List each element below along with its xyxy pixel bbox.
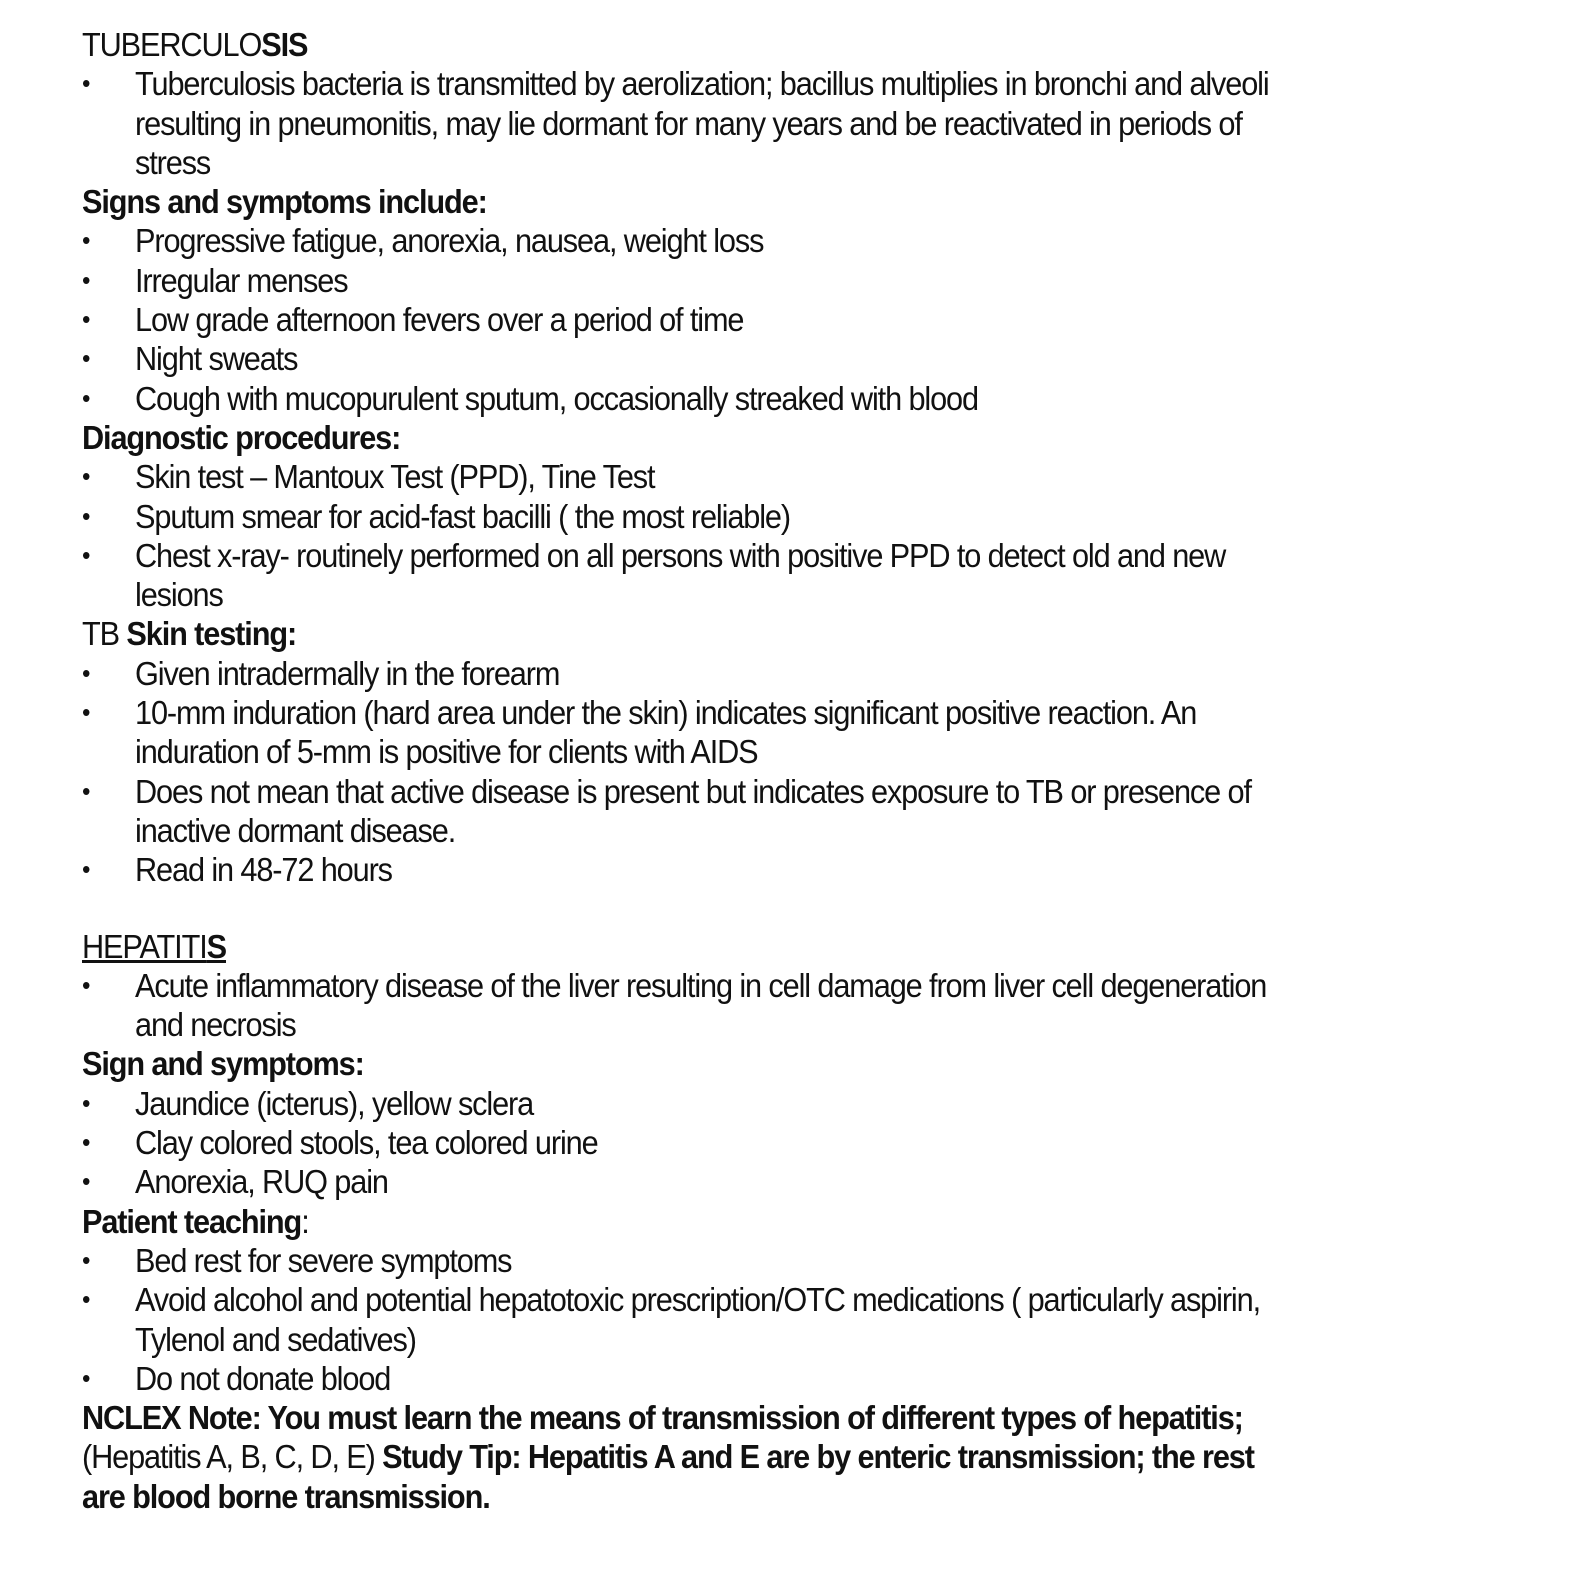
- bullet-icon: •: [82, 264, 90, 295]
- spacer: [82, 890, 1502, 927]
- list-item-line: [82, 457, 1403, 496]
- list-item: [82, 1280, 1502, 1359]
- list-item-line: [82, 104, 1403, 143]
- list-item-line: [82, 339, 1403, 378]
- list-item-text: Chest x-ray- routinely performed on all persons with positive PPD to detect old and new: [135, 536, 1226, 574]
- nclex-note-line: are blood borne transmission.: [82, 1477, 490, 1515]
- list-item: [82, 457, 1502, 496]
- hep-teaching-heading: [82, 1202, 1403, 1241]
- tb-signs-list: [82, 221, 1502, 417]
- list-item-line: [82, 64, 1403, 103]
- bullet-icon: •: [82, 225, 90, 256]
- list-item-text: Low grade afternoon fevers over a period of time: [135, 301, 744, 339]
- list-item-line: [82, 536, 1403, 575]
- list-item: [82, 339, 1502, 378]
- list-item-line: [82, 966, 1403, 1005]
- nclex-note-line: NCLEX Note: You must learn the means of transmission of different types of hepatitis;: [82, 1399, 1243, 1437]
- heading-part: :: [301, 1202, 309, 1240]
- list-item-line: [82, 497, 1403, 536]
- list-item-line: [82, 575, 1403, 614]
- list-item-text: Sputum smear for acid-fast bacilli ( the most reliable): [135, 497, 790, 535]
- list-item-line: [82, 1084, 1403, 1123]
- list-item: [82, 1123, 1502, 1162]
- list-item-line: [82, 1359, 1403, 1398]
- bullet-icon: •: [82, 969, 90, 1000]
- list-item-text: Avoid alcohol and potential hepatotoxic prescription/OTC medications ( particularly aspirin,: [135, 1281, 1261, 1319]
- hep-teaching-list: [82, 1241, 1502, 1398]
- title-part: TUBERCULO: [82, 26, 262, 63]
- bullet-icon: •: [82, 500, 90, 531]
- list-item: [82, 221, 1502, 260]
- list-item: [82, 693, 1502, 772]
- bullet-icon: •: [82, 461, 90, 492]
- list-item-text: Does not mean that active disease is present but indicates exposure to TB or presence of: [135, 772, 1251, 810]
- list-item: [82, 772, 1502, 851]
- list-item-line: [82, 811, 1403, 850]
- bullet-icon: •: [82, 697, 90, 728]
- tb-signs-heading: Signs and symptoms include:: [82, 183, 487, 221]
- list-item: [82, 261, 1502, 300]
- list-item-line: [82, 300, 1403, 339]
- bullet-icon: •: [82, 68, 90, 99]
- nclex-note-line: [82, 1437, 1403, 1476]
- list-item-text: Jaundice (icterus), yellow sclera: [135, 1084, 534, 1122]
- hep-intro-list: [82, 966, 1502, 1045]
- list-item: [82, 654, 1502, 693]
- list-item: [82, 1359, 1502, 1398]
- document: [82, 25, 1502, 1516]
- bullet-icon: •: [82, 304, 90, 335]
- list-item-text: Cough with mucopurulent sputum, occasionally streaked with blood: [135, 379, 978, 417]
- bullet-icon: •: [82, 539, 90, 570]
- hep-signs-heading: Sign and symptoms:: [82, 1045, 364, 1083]
- list-item-line: [82, 1280, 1403, 1319]
- list-item-text: Bed rest for severe symptoms: [135, 1241, 512, 1279]
- list-item-text: and necrosis: [135, 1006, 296, 1044]
- list-item-text: Anorexia, RUQ pain: [135, 1163, 388, 1201]
- tb-diagnostic-heading: Diagnostic procedures:: [82, 418, 401, 456]
- heading-part: TB: [82, 615, 127, 653]
- list-item-line: [82, 379, 1403, 418]
- list-item-text: Irregular menses: [135, 261, 348, 299]
- list-item-text: inactive dormant disease.: [135, 811, 456, 849]
- bullet-icon: •: [82, 657, 90, 688]
- list-item-line: [82, 261, 1403, 300]
- list-item-text: resulting in pneumonitis, may lie dormant for many years and be reactivated in periods of: [135, 104, 1242, 142]
- tb-intro-list: [82, 64, 1502, 182]
- title-part: S: [206, 927, 227, 965]
- list-item-text: 10-mm induration (hard area under the skin) indicates significant positive reaction. An: [135, 694, 1197, 732]
- list-item: [82, 1084, 1502, 1123]
- heading-part: Skin testing:: [126, 615, 297, 653]
- list-item: [82, 536, 1502, 615]
- tb-diagnostic-list: [82, 457, 1502, 614]
- list-item-line: [82, 1005, 1403, 1044]
- list-item-line: [82, 772, 1403, 811]
- list-item-text: Tuberculosis bacteria is transmitted by aerolization; bacillus multiplies in bronchi and alveoli: [135, 65, 1269, 103]
- list-item-line: [82, 221, 1403, 260]
- list-item-line: [82, 693, 1403, 732]
- list-item-text: induration of 5-mm is positive for clients with AIDS: [135, 733, 758, 771]
- list-item-text: Given intradermally in the forearm: [135, 654, 560, 692]
- list-item-text: Read in 48-72 hours: [135, 851, 392, 889]
- list-item-text: stress: [135, 143, 211, 181]
- list-item-text: Night sweats: [135, 340, 298, 378]
- list-item-text: Acute inflammatory disease of the liver resulting in cell damage from liver cell degeneration: [135, 966, 1267, 1004]
- section-title-hepatitis: [82, 927, 1403, 966]
- title-part: SIS: [261, 26, 308, 63]
- section-title-tuberculosis: [82, 25, 1403, 64]
- list-item-line: [82, 654, 1403, 693]
- bullet-icon: •: [82, 1244, 90, 1275]
- list-item: [82, 1162, 1502, 1201]
- list-item-line: [82, 1241, 1403, 1280]
- bullet-icon: •: [82, 382, 90, 413]
- bullet-icon: •: [82, 1127, 90, 1158]
- list-item: [82, 379, 1502, 418]
- title-part: HEPATITI: [82, 927, 207, 965]
- list-item: [82, 497, 1502, 536]
- list-item-line: [82, 1162, 1403, 1201]
- note-part: Study Tip: Hepatitis A and E are by enteric transmission; the rest: [382, 1438, 1254, 1476]
- bullet-icon: •: [82, 854, 90, 885]
- heading-part: Patient teaching: [82, 1202, 302, 1240]
- list-item-line: [82, 1123, 1403, 1162]
- list-item-text: lesions: [135, 576, 223, 614]
- list-item: [82, 1241, 1502, 1280]
- list-item: [82, 300, 1502, 339]
- list-item-text: Progressive fatigue, anorexia, nausea, weight loss: [135, 222, 764, 260]
- note-part: (Hepatitis A, B, C, D, E): [82, 1438, 383, 1476]
- tb-skin-heading: [82, 614, 1403, 653]
- hep-signs-list: [82, 1084, 1502, 1202]
- list-item-line: [82, 143, 1403, 182]
- bullet-icon: •: [82, 775, 90, 806]
- list-item-text: Do not donate blood: [135, 1359, 391, 1397]
- bullet-icon: •: [82, 343, 90, 374]
- bullet-icon: •: [82, 1284, 90, 1315]
- bullet-icon: •: [82, 1087, 90, 1118]
- bullet-icon: •: [82, 1362, 90, 1393]
- list-item-line: [82, 732, 1403, 771]
- list-item-line: [82, 850, 1403, 889]
- list-item-text: Skin test – Mantoux Test (PPD), Tine Test: [135, 458, 655, 496]
- list-item-text: Tylenol and sedatives): [135, 1320, 416, 1358]
- tb-skin-list: [82, 654, 1502, 890]
- list-item: [82, 850, 1502, 889]
- list-item-text: Clay colored stools, tea colored urine: [135, 1124, 598, 1162]
- bullet-icon: •: [82, 1166, 90, 1197]
- list-item-line: [82, 1320, 1403, 1359]
